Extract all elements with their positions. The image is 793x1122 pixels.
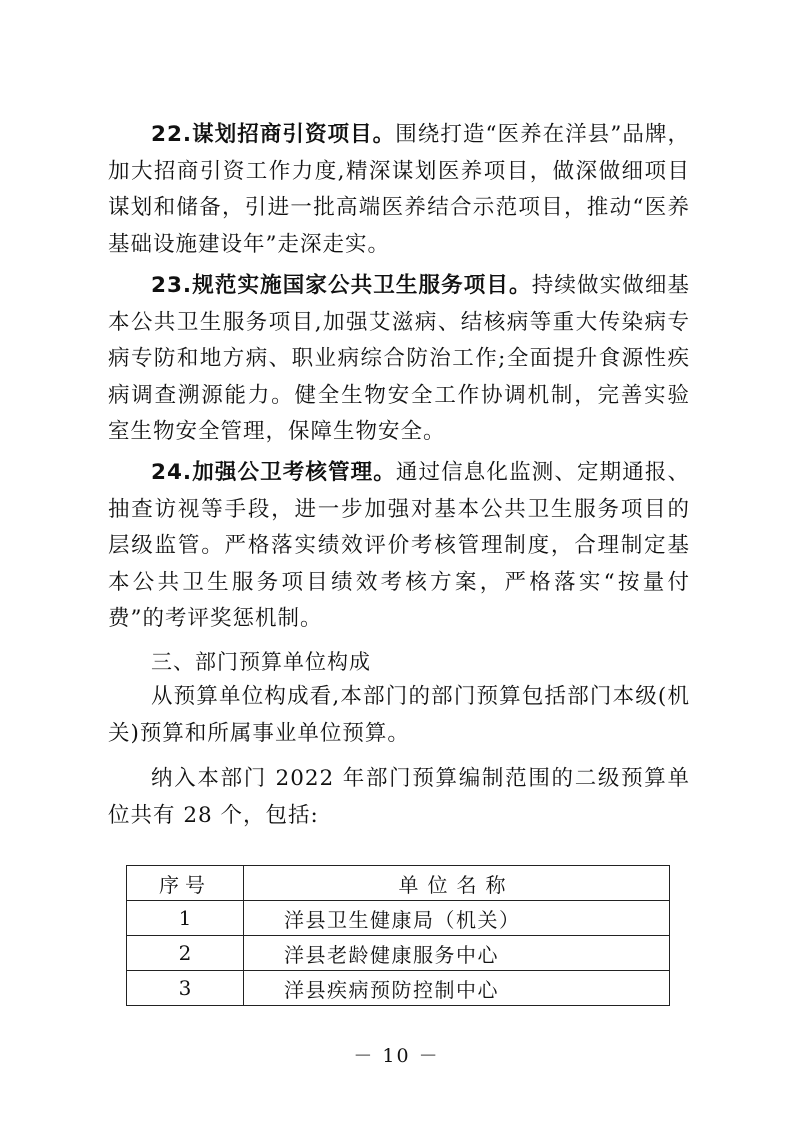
item-23-body: 持续做实做细基本公共卫生服务项目,加强艾滋病、结核病等重大传染病专病专防和地方病、职业病综合防治工作;全面提升食源性疾病调查溯源能力。健全生物安全工作协调机制，完善实验室生物安全管理，保障生物安全。	[108, 273, 690, 444]
row-serial-number: 2	[127, 936, 244, 971]
budget-units-table	[126, 865, 670, 1006]
item-23-heading: 23.规范实施国家公共卫生服务项目。	[151, 273, 532, 298]
item-22-heading: 22.谋划招商引资项目。	[151, 122, 396, 147]
item-24-heading: 24.加强公卫考核管理。	[151, 460, 396, 485]
row-serial-number: 3	[127, 971, 244, 1006]
page-number: － 10 －	[353, 1045, 440, 1067]
item-23-paragraph	[108, 268, 690, 451]
item-22-paragraph	[108, 117, 690, 263]
row-unit-name: 洋县老龄健康服务中心	[244, 936, 670, 971]
item-24-paragraph	[108, 455, 690, 638]
item-22-body: 围绕打造“医养在洋县”品牌，加大招商引资工作力度,精深谋划医养项目，做深做细项目谋划和储备，引进一批高端医养结合示范项目，推动“医养基础设施建设年”走深走实。	[108, 122, 691, 257]
section-heading: 三、部门预算单位构成	[151, 650, 371, 674]
header-unit-name: 单位名称	[244, 866, 670, 901]
table-row	[127, 901, 670, 936]
section-paragraph-2: 纳入本部门 2022 年部门预算编制范围的二级预算单位共有 28 个，包括:	[108, 766, 690, 828]
table-row	[127, 971, 670, 1006]
row-unit-name: 洋县疾病预防控制中心	[244, 971, 670, 1006]
section-paragraph-1: 从预算单位构成看,本部门的部门预算包括部门本级(机关)预算和所属事业单位预算。	[108, 684, 690, 746]
header-serial-number: 序号	[127, 866, 244, 901]
table-row	[127, 936, 670, 971]
row-unit-name: 洋县卫生健康局（机关）	[244, 901, 670, 936]
table-header-row	[127, 866, 670, 901]
item-24-body: 通过信息化监测、定期通报、抽查访视等手段，进一步加强对基本公共卫生服务项目的层级监管。严格落实绩效评价考核管理制度，合理制定基本公共卫生服务项目绩效考核方案，严格落实“按量付费”的考评奖惩机制。	[108, 460, 690, 631]
row-serial-number: 1	[127, 901, 244, 936]
